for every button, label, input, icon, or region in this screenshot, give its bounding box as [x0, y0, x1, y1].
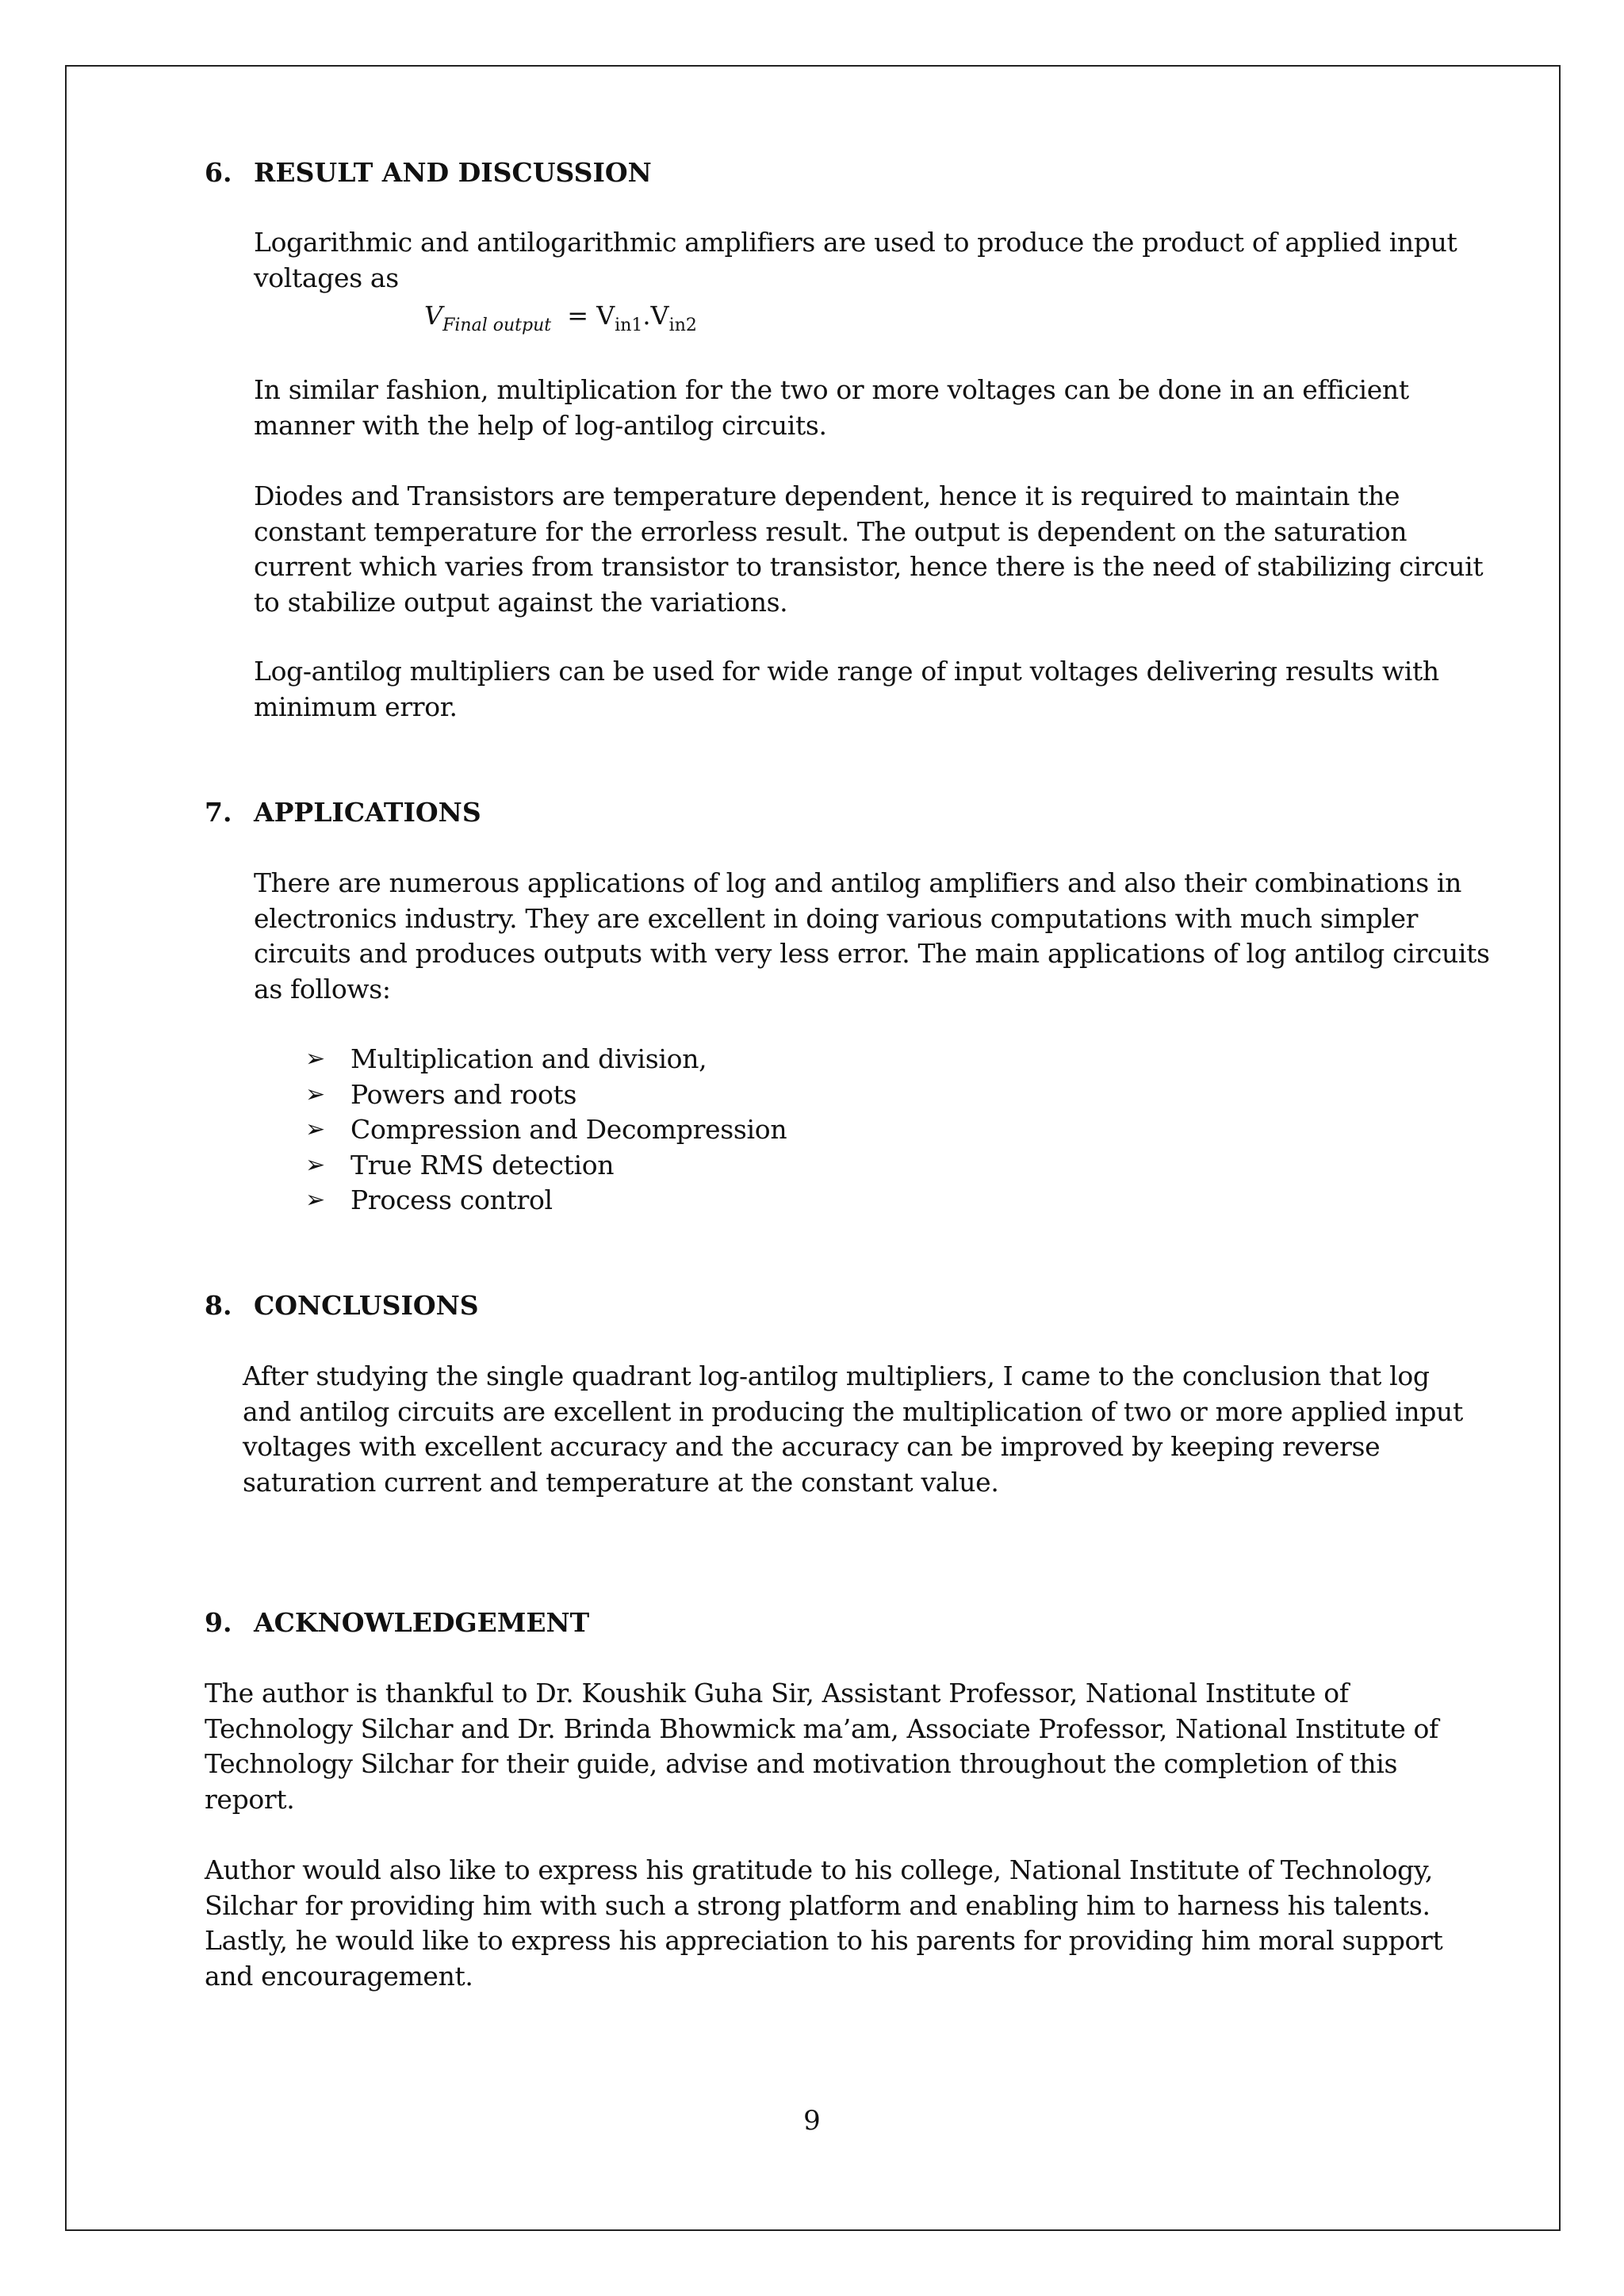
paragraph: In similar fashion, multiplication for the two or more voltages can be done in an efficient manner with the help of log-antilog circuits.: [254, 374, 1409, 441]
paragraph: Diodes and Transistors are temperature dependent, hence it is required to maintain the constant temperature for the errorless result. The output is dependent on the saturation current which varies from transistor to transistor, hence there is the need of stabilizing circuit to stabilize output against the variations.: [254, 480, 1484, 618]
section-number: 8.: [205, 1290, 232, 1321]
equation-v1-subscript: in1: [615, 316, 643, 335]
equation-v2-subscript: in2: [668, 316, 697, 335]
section-title: RESULT AND DISCUSSION: [254, 157, 652, 188]
section-heading: [205, 1288, 1473, 1323]
section-title: APPLICATIONS: [254, 797, 481, 828]
section-number: 9.: [205, 1607, 232, 1638]
list-item: [254, 1112, 1443, 1148]
acknowledgement-para-2: [205, 1853, 1473, 1994]
arrow-bullet-icon: ➢: [305, 1115, 325, 1143]
applications-list: [254, 1042, 1443, 1219]
section-result: [205, 155, 1473, 190]
section-heading: [205, 1605, 1473, 1640]
list-item-text: Powers and roots: [350, 1078, 577, 1110]
section-heading: [205, 795, 1473, 830]
paragraph: Logarithmic and antilogarithmic amplifiers are used to produce the product of applied input voltages as: [254, 227, 1457, 293]
list-item-text: Compression and Decompression: [350, 1114, 787, 1145]
result-para-1: [254, 225, 1483, 296]
equation-lhs: V: [424, 300, 443, 331]
arrow-bullet-icon: ➢: [305, 1186, 325, 1214]
result-para-4: [254, 654, 1491, 725]
section-applications: [205, 795, 1473, 830]
arrow-bullet-icon: ➢: [305, 1080, 325, 1108]
applications-para-1: [254, 866, 1491, 1007]
bullet-list: [254, 1042, 1443, 1219]
equation-equals: =: [567, 300, 589, 331]
paragraph: There are numerous applications of log and antilog amplifiers and also their combinations in electronics industry. They are excellent in doing various computations with much simpler circuits and produces outputs with very less error. The main applications of log antilog circuits as follows:: [254, 867, 1490, 1004]
section-acknowledgement: [205, 1605, 1473, 1640]
list-item-text: Multiplication and division,: [350, 1043, 707, 1074]
arrow-bullet-icon: ➢: [305, 1045, 325, 1073]
paragraph: The author is thankful to Dr. Koushik Guha Sir, Assistant Professor, National Institute of Technology Silchar and Dr. Brinda Bhowmick ma’am, Associate Professor, National Institute of Technology Silchar for their guide, advise and motivation throughout the completion of this report.: [205, 1678, 1438, 1815]
result-para-2: [254, 373, 1491, 443]
section-number: 6.: [205, 157, 232, 188]
section-conclusions: [205, 1288, 1473, 1323]
equation-dot: .: [642, 300, 651, 331]
equation-v2: V: [650, 300, 669, 331]
section-number: 7.: [205, 797, 232, 828]
arrow-bullet-icon: ➢: [305, 1150, 325, 1179]
equation: [424, 300, 697, 335]
result-para-3: [254, 479, 1491, 620]
list-item: [254, 1042, 1443, 1077]
section-heading: [205, 155, 1473, 190]
acknowledgement-para-1: [205, 1676, 1473, 1817]
equation-v1: V: [596, 300, 615, 331]
list-item-text: True RMS detection: [350, 1149, 615, 1181]
list-item: [254, 1077, 1443, 1113]
conclusions-para-1: [243, 1359, 1480, 1500]
paragraph: Log-antilog multipliers can be used for wide range of input voltages delivering results with minimum error.: [254, 656, 1439, 722]
list-item: [254, 1148, 1443, 1184]
page-number: 9: [803, 2105, 821, 2137]
section-title: CONCLUSIONS: [254, 1290, 479, 1321]
paragraph: Author would also like to express his gratitude to his college, National Institute of Technology, Silchar for providing him with such a strong platform and enabling him to harness his talents. Lastly, he would like to express his appreciation to his parents for providing him moral support and encouragement.: [205, 1854, 1443, 1992]
section-title: ACKNOWLEDGEMENT: [254, 1607, 590, 1638]
list-item: [254, 1183, 1443, 1219]
paragraph: After studying the single quadrant log-antilog multipliers, I came to the conclusion that log and antilog circuits are excellent in producing the multiplication of two or more applied input voltages with excellent accuracy and the accuracy can be improved by keeping reverse saturation current and temperature at the constant value.: [243, 1360, 1463, 1498]
list-item-text: Process control: [350, 1184, 553, 1215]
equation-lhs-subscript: Final output: [442, 316, 552, 335]
